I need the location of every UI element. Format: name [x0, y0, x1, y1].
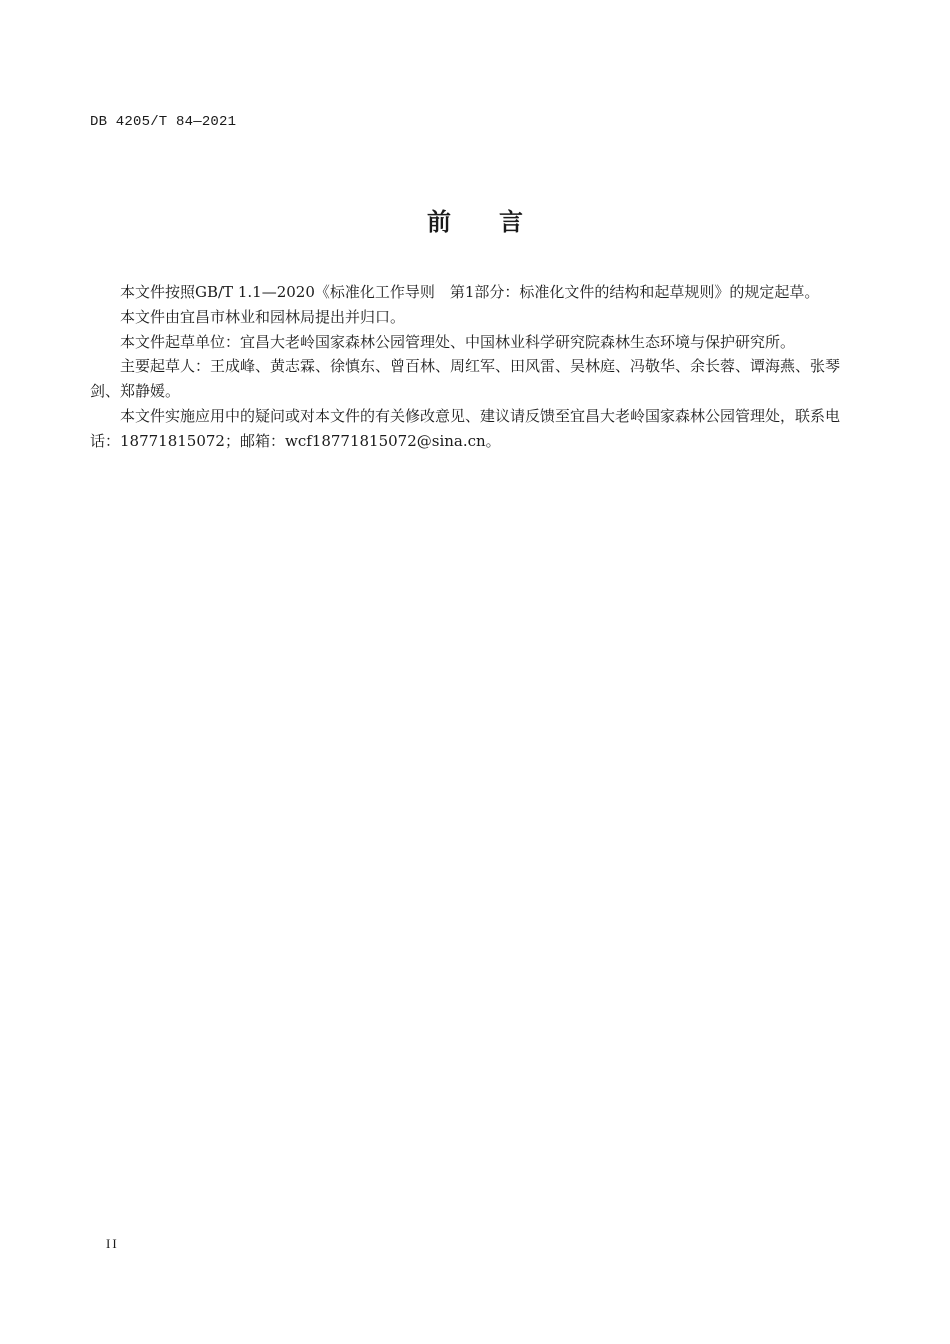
paragraph-feedback-contact: 本文件实施应用中的疑问或对本文件的有关修改意见、建议请反馈至宜昌大老岭国家森林公园管理处，联系电话：18771815072；邮箱：wcf18771815072@sina.cn。: [90, 406, 841, 450]
foreword-body: [90, 280, 840, 454]
paragraph-main-drafters: 主要起草人：王成峰、黄志霖、徐慎东、曾百林、周红军、田风雷、吴林庭、冯敬华、余长蓉、谭海燕、张琴剑、郑静媛。: [90, 357, 841, 401]
document-code: DB 4205/T 84—2021: [90, 114, 237, 130]
page-title: 前 言: [427, 208, 523, 236]
paragraph-drafting-units: 本文件起草单位：宜昌大老岭国家森林公园管理处、中国林业科学研究院森林生态环境与保护研究所。: [120, 332, 796, 351]
paragraph-drafting-rules: 本文件按照GB/T 1.1—2020《标准化工作导则 第1部分：标准化文件的结构和起草规则》的规定起草。: [120, 283, 820, 301]
page-number: II: [106, 1236, 119, 1251]
paragraph-proposer: 本文件由宜昌市林业和园林局提出并归口。: [120, 307, 406, 326]
